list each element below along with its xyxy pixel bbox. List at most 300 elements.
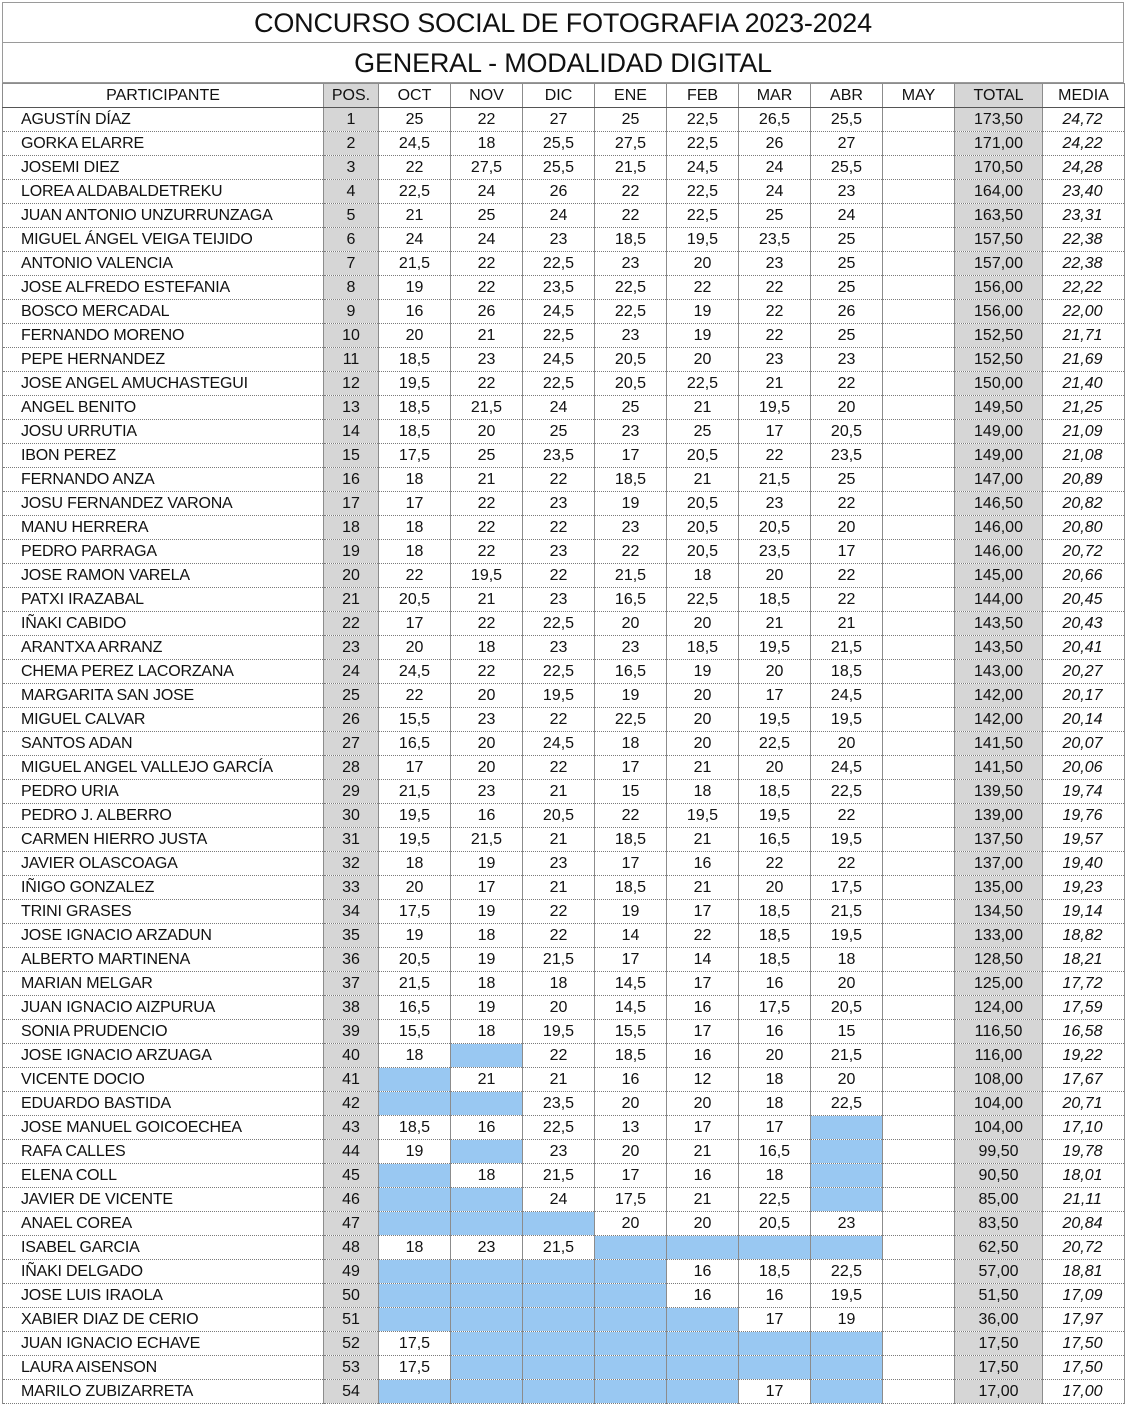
total-cell: 143,50: [955, 636, 1043, 660]
score-cell: 22: [379, 684, 451, 708]
position-cell: 7: [324, 252, 379, 276]
average-cell: 21,40: [1043, 372, 1125, 396]
table-row: [3, 1188, 1125, 1212]
score-cell: 17: [379, 612, 451, 636]
average-cell: 23,31: [1043, 204, 1125, 228]
score-cell: [883, 1236, 955, 1260]
score-cell: 25,5: [811, 156, 883, 180]
score-cell: 18: [451, 924, 523, 948]
empty-score-cell: [595, 1236, 667, 1260]
participant-name: JUAN IGNACIO ECHAVE: [3, 1332, 324, 1356]
score-cell: 17: [595, 444, 667, 468]
participant-name: JOSE ALFREDO ESTEFANIA: [3, 276, 324, 300]
score-cell: 20: [451, 420, 523, 444]
total-cell: 157,00: [955, 252, 1043, 276]
average-cell: 20,71: [1043, 1092, 1125, 1116]
score-cell: 22,5: [523, 252, 595, 276]
empty-score-cell: [523, 1308, 595, 1332]
average-cell: 21,25: [1043, 396, 1125, 420]
score-cell: [883, 1188, 955, 1212]
score-cell: [883, 852, 955, 876]
score-cell: 22: [523, 924, 595, 948]
score-cell: 27,5: [451, 156, 523, 180]
total-cell: 108,00: [955, 1068, 1043, 1092]
position-cell: 33: [324, 876, 379, 900]
score-cell: 19,5: [811, 828, 883, 852]
score-cell: 16: [667, 1284, 739, 1308]
score-cell: 22,5: [811, 1260, 883, 1284]
score-cell: 15,5: [379, 1020, 451, 1044]
total-cell: 125,00: [955, 972, 1043, 996]
score-cell: 15,5: [595, 1020, 667, 1044]
participant-name: JOSU URRUTIA: [3, 420, 324, 444]
score-cell: 21: [451, 324, 523, 348]
average-cell: 20,66: [1043, 564, 1125, 588]
total-cell: 90,50: [955, 1164, 1043, 1188]
score-cell: 19,5: [811, 924, 883, 948]
score-cell: 25: [523, 420, 595, 444]
table-row: [3, 132, 1125, 156]
empty-score-cell: [379, 1308, 451, 1332]
average-cell: 20,06: [1043, 756, 1125, 780]
total-cell: 170,50: [955, 156, 1043, 180]
score-cell: 18: [379, 852, 451, 876]
score-cell: 23: [811, 180, 883, 204]
score-cell: 20,5: [667, 516, 739, 540]
score-cell: 22,5: [667, 180, 739, 204]
score-cell: 25,5: [811, 108, 883, 132]
score-cell: 27,5: [595, 132, 667, 156]
score-cell: 23: [523, 852, 595, 876]
table-row: [3, 1380, 1125, 1404]
score-cell: 16: [739, 1020, 811, 1044]
score-cell: 19,5: [811, 1284, 883, 1308]
participant-name: PEDRO URIA: [3, 780, 324, 804]
score-cell: 23,5: [739, 540, 811, 564]
score-cell: 23: [451, 780, 523, 804]
total-cell: 139,50: [955, 780, 1043, 804]
average-cell: 20,43: [1043, 612, 1125, 636]
empty-score-cell: [451, 1332, 523, 1356]
total-cell: 146,00: [955, 516, 1043, 540]
total-cell: 134,50: [955, 900, 1043, 924]
score-cell: [883, 1092, 955, 1116]
score-cell: 19: [451, 900, 523, 924]
score-cell: 19,5: [523, 1020, 595, 1044]
table-row: [3, 1332, 1125, 1356]
empty-score-cell: [379, 1068, 451, 1092]
total-cell: 99,50: [955, 1140, 1043, 1164]
score-cell: 21,5: [811, 636, 883, 660]
score-cell: [883, 1044, 955, 1068]
participant-name: ALBERTO MARTINENA: [3, 948, 324, 972]
score-cell: 18,5: [739, 948, 811, 972]
participant-name: ANAEL COREA: [3, 1212, 324, 1236]
score-cell: 23,5: [523, 276, 595, 300]
table-row: [3, 684, 1125, 708]
participant-name: CARMEN HIERRO JUSTA: [3, 828, 324, 852]
score-cell: 20: [667, 684, 739, 708]
score-cell: 18,5: [379, 420, 451, 444]
average-cell: 19,22: [1043, 1044, 1125, 1068]
score-cell: 24,5: [523, 732, 595, 756]
score-cell: 18: [379, 468, 451, 492]
score-cell: 20: [595, 612, 667, 636]
score-cell: 22,5: [523, 612, 595, 636]
score-cell: 20: [811, 516, 883, 540]
empty-score-cell: [811, 1164, 883, 1188]
score-cell: 20,5: [379, 948, 451, 972]
participant-name: ARANTXA ARRANZ: [3, 636, 324, 660]
position-cell: 19: [324, 540, 379, 564]
average-cell: 20,07: [1043, 732, 1125, 756]
participant-name: JUAN IGNACIO AIZPURUA: [3, 996, 324, 1020]
total-cell: 135,00: [955, 876, 1043, 900]
total-cell: 146,00: [955, 540, 1043, 564]
total-cell: 173,50: [955, 108, 1043, 132]
score-cell: 22,5: [667, 108, 739, 132]
score-cell: [883, 516, 955, 540]
participant-name: ELENA COLL: [3, 1164, 324, 1188]
score-cell: 26,5: [739, 108, 811, 132]
average-cell: 20,89: [1043, 468, 1125, 492]
table-row: [3, 588, 1125, 612]
participant-name: SONIA PRUDENCIO: [3, 1020, 324, 1044]
empty-score-cell: [523, 1212, 595, 1236]
position-cell: 45: [324, 1164, 379, 1188]
score-cell: 22: [451, 492, 523, 516]
score-cell: 22: [595, 804, 667, 828]
participant-name: MANU HERRERA: [3, 516, 324, 540]
score-cell: 23: [595, 324, 667, 348]
header-total: TOTAL: [955, 84, 1043, 108]
score-cell: 25: [739, 204, 811, 228]
score-cell: 18: [595, 732, 667, 756]
score-cell: 21: [811, 612, 883, 636]
score-cell: 22: [379, 564, 451, 588]
score-cell: 16: [739, 1284, 811, 1308]
total-cell: 149,00: [955, 444, 1043, 468]
table-row: [3, 540, 1125, 564]
average-cell: 18,01: [1043, 1164, 1125, 1188]
table-row: [3, 492, 1125, 516]
table-row: [3, 1068, 1125, 1092]
participant-name: XABIER DIAZ DE CERIO: [3, 1308, 324, 1332]
score-cell: 21: [523, 1068, 595, 1092]
position-cell: 18: [324, 516, 379, 540]
empty-score-cell: [451, 1212, 523, 1236]
score-cell: 21: [667, 756, 739, 780]
participant-name: LOREA ALDABALDETREKU: [3, 180, 324, 204]
position-cell: 49: [324, 1260, 379, 1284]
participant-name: EDUARDO BASTIDA: [3, 1092, 324, 1116]
score-cell: 25: [811, 252, 883, 276]
total-cell: 36,00: [955, 1308, 1043, 1332]
position-cell: 53: [324, 1356, 379, 1380]
average-cell: 24,72: [1043, 108, 1125, 132]
participant-name: TRINI GRASES: [3, 900, 324, 924]
total-cell: 149,50: [955, 396, 1043, 420]
score-cell: 25: [811, 228, 883, 252]
participant-name: JOSEMI DIEZ: [3, 156, 324, 180]
score-cell: 17,5: [379, 444, 451, 468]
table-row: [3, 732, 1125, 756]
header-nov: NOV: [451, 84, 523, 108]
position-cell: 50: [324, 1284, 379, 1308]
score-cell: 19,5: [379, 828, 451, 852]
table-row: [3, 252, 1125, 276]
participant-name: JUAN ANTONIO UNZURRUNZAGA: [3, 204, 324, 228]
score-cell: 18: [811, 948, 883, 972]
score-cell: 24,5: [523, 300, 595, 324]
empty-score-cell: [811, 1380, 883, 1404]
score-cell: 23: [451, 1236, 523, 1260]
score-cell: 22: [451, 252, 523, 276]
average-cell: 24,28: [1043, 156, 1125, 180]
score-cell: 24: [451, 180, 523, 204]
table-row: [3, 276, 1125, 300]
score-cell: 20: [667, 252, 739, 276]
score-cell: 27: [523, 108, 595, 132]
score-cell: 19: [595, 492, 667, 516]
score-cell: 27: [811, 132, 883, 156]
score-cell: 22: [523, 516, 595, 540]
table-row: [3, 924, 1125, 948]
participant-name: GORKA ELARRE: [3, 132, 324, 156]
score-cell: 23: [523, 492, 595, 516]
position-cell: 44: [324, 1140, 379, 1164]
table-row: [3, 828, 1125, 852]
total-cell: 141,50: [955, 732, 1043, 756]
position-cell: 34: [324, 900, 379, 924]
average-cell: 19,14: [1043, 900, 1125, 924]
score-cell: 21,5: [451, 828, 523, 852]
score-cell: [883, 828, 955, 852]
score-cell: 18: [379, 1044, 451, 1068]
average-cell: 21,11: [1043, 1188, 1125, 1212]
score-cell: 20: [667, 1092, 739, 1116]
score-cell: 20: [595, 1212, 667, 1236]
score-cell: 21: [667, 876, 739, 900]
score-cell: 24,5: [811, 756, 883, 780]
score-cell: 20: [451, 732, 523, 756]
empty-score-cell: [379, 1260, 451, 1284]
sheet-title: CONCURSO SOCIAL DE FOTOGRAFIA 2023-2024: [2, 2, 1124, 42]
table-row: [3, 1236, 1125, 1260]
score-cell: 21,5: [595, 564, 667, 588]
score-cell: 18: [523, 972, 595, 996]
position-cell: 9: [324, 300, 379, 324]
score-cell: 24: [379, 228, 451, 252]
score-cell: [883, 900, 955, 924]
average-cell: 19,23: [1043, 876, 1125, 900]
position-cell: 31: [324, 828, 379, 852]
total-cell: 104,00: [955, 1116, 1043, 1140]
score-cell: 14: [667, 948, 739, 972]
score-cell: [883, 324, 955, 348]
average-cell: 21,69: [1043, 348, 1125, 372]
score-cell: 18,5: [379, 396, 451, 420]
score-cell: 20: [811, 972, 883, 996]
score-cell: 19,5: [739, 636, 811, 660]
score-cell: 19,5: [667, 228, 739, 252]
score-cell: 24,5: [379, 132, 451, 156]
table-row: [3, 1356, 1125, 1380]
score-cell: 22: [523, 900, 595, 924]
score-cell: 24: [739, 156, 811, 180]
position-cell: 52: [324, 1332, 379, 1356]
score-cell: 17,5: [595, 1188, 667, 1212]
position-cell: 30: [324, 804, 379, 828]
score-cell: 22: [523, 708, 595, 732]
position-cell: 40: [324, 1044, 379, 1068]
empty-score-cell: [379, 1164, 451, 1188]
score-cell: 22: [451, 660, 523, 684]
score-cell: [883, 492, 955, 516]
table-row: [3, 348, 1125, 372]
score-cell: [883, 708, 955, 732]
score-cell: 20: [811, 732, 883, 756]
total-cell: 17,00: [955, 1380, 1043, 1404]
score-cell: [883, 756, 955, 780]
score-cell: 17,5: [379, 900, 451, 924]
score-cell: [883, 1260, 955, 1284]
score-cell: [883, 204, 955, 228]
position-cell: 39: [324, 1020, 379, 1044]
score-cell: [883, 948, 955, 972]
average-cell: 22,38: [1043, 252, 1125, 276]
table-row: [3, 516, 1125, 540]
participant-name: IÑAKI CABIDO: [3, 612, 324, 636]
table-row: [3, 780, 1125, 804]
score-cell: 22,5: [739, 732, 811, 756]
empty-score-cell: [523, 1332, 595, 1356]
score-cell: 18,5: [739, 1260, 811, 1284]
participant-name: JOSU FERNANDEZ VARONA: [3, 492, 324, 516]
score-cell: 22: [739, 852, 811, 876]
participant-name: IBON PEREZ: [3, 444, 324, 468]
score-cell: 23: [739, 492, 811, 516]
score-cell: 20,5: [523, 804, 595, 828]
table-row: [3, 1044, 1125, 1068]
score-cell: [883, 1020, 955, 1044]
participant-name: MIGUEL ÁNGEL VEIGA TEIJIDO: [3, 228, 324, 252]
empty-score-cell: [451, 1356, 523, 1380]
score-cell: [883, 1308, 955, 1332]
total-cell: 141,50: [955, 756, 1043, 780]
score-cell: 24,5: [811, 684, 883, 708]
score-cell: [883, 804, 955, 828]
position-cell: 47: [324, 1212, 379, 1236]
score-cell: 20,5: [667, 540, 739, 564]
table-row: [3, 1284, 1125, 1308]
score-cell: 19,5: [739, 804, 811, 828]
score-cell: 20: [379, 876, 451, 900]
average-cell: 19,76: [1043, 804, 1125, 828]
participant-name: FERNANDO ANZA: [3, 468, 324, 492]
position-cell: 27: [324, 732, 379, 756]
table-row: [3, 444, 1125, 468]
average-cell: 21,08: [1043, 444, 1125, 468]
position-cell: 22: [324, 612, 379, 636]
score-cell: 26: [811, 300, 883, 324]
score-cell: 21: [667, 396, 739, 420]
participant-name: BOSCO MERCADAL: [3, 300, 324, 324]
average-cell: 17,09: [1043, 1284, 1125, 1308]
score-cell: 23,5: [739, 228, 811, 252]
score-cell: 22: [811, 852, 883, 876]
score-cell: 20,5: [595, 348, 667, 372]
score-cell: 19,5: [379, 372, 451, 396]
standings-table: [2, 83, 1125, 1404]
score-cell: 21: [667, 468, 739, 492]
score-cell: [883, 564, 955, 588]
empty-score-cell: [523, 1260, 595, 1284]
score-cell: 17: [739, 1116, 811, 1140]
score-cell: 21,5: [523, 1236, 595, 1260]
score-cell: [883, 1212, 955, 1236]
table-row: [3, 468, 1125, 492]
score-cell: [883, 108, 955, 132]
score-cell: 22: [739, 300, 811, 324]
score-cell: 17: [739, 420, 811, 444]
score-cell: [883, 132, 955, 156]
score-cell: 17: [595, 948, 667, 972]
average-cell: 17,72: [1043, 972, 1125, 996]
sheet-subtitle: GENERAL - MODALIDAD DIGITAL: [2, 42, 1124, 83]
score-cell: 22: [667, 924, 739, 948]
score-cell: 25: [811, 276, 883, 300]
position-cell: 14: [324, 420, 379, 444]
score-cell: 17,5: [739, 996, 811, 1020]
score-cell: [883, 1068, 955, 1092]
score-cell: [883, 780, 955, 804]
score-cell: 19: [667, 324, 739, 348]
total-cell: 156,00: [955, 300, 1043, 324]
total-cell: 83,50: [955, 1212, 1043, 1236]
score-cell: [883, 732, 955, 756]
position-cell: 20: [324, 564, 379, 588]
average-cell: 23,40: [1043, 180, 1125, 204]
score-cell: 17: [739, 1380, 811, 1404]
average-cell: 20,80: [1043, 516, 1125, 540]
score-cell: 20: [379, 636, 451, 660]
score-cell: 22,5: [595, 276, 667, 300]
score-cell: 17,5: [379, 1356, 451, 1380]
score-cell: [883, 972, 955, 996]
average-cell: 22,00: [1043, 300, 1125, 324]
empty-score-cell: [811, 1116, 883, 1140]
empty-score-cell: [739, 1236, 811, 1260]
empty-score-cell: [595, 1332, 667, 1356]
score-cell: 22: [379, 156, 451, 180]
score-cell: [883, 420, 955, 444]
score-cell: 15: [595, 780, 667, 804]
position-cell: 1: [324, 108, 379, 132]
average-cell: 18,81: [1043, 1260, 1125, 1284]
score-cell: 16: [595, 1068, 667, 1092]
table-row: [3, 180, 1125, 204]
average-cell: 17,50: [1043, 1356, 1125, 1380]
total-cell: 145,00: [955, 564, 1043, 588]
score-cell: 18: [379, 540, 451, 564]
position-cell: 48: [324, 1236, 379, 1260]
score-cell: 18,5: [595, 1044, 667, 1068]
results-sheet: [2, 2, 1124, 1404]
score-cell: 20,5: [811, 420, 883, 444]
score-cell: [883, 588, 955, 612]
score-cell: 22: [523, 468, 595, 492]
